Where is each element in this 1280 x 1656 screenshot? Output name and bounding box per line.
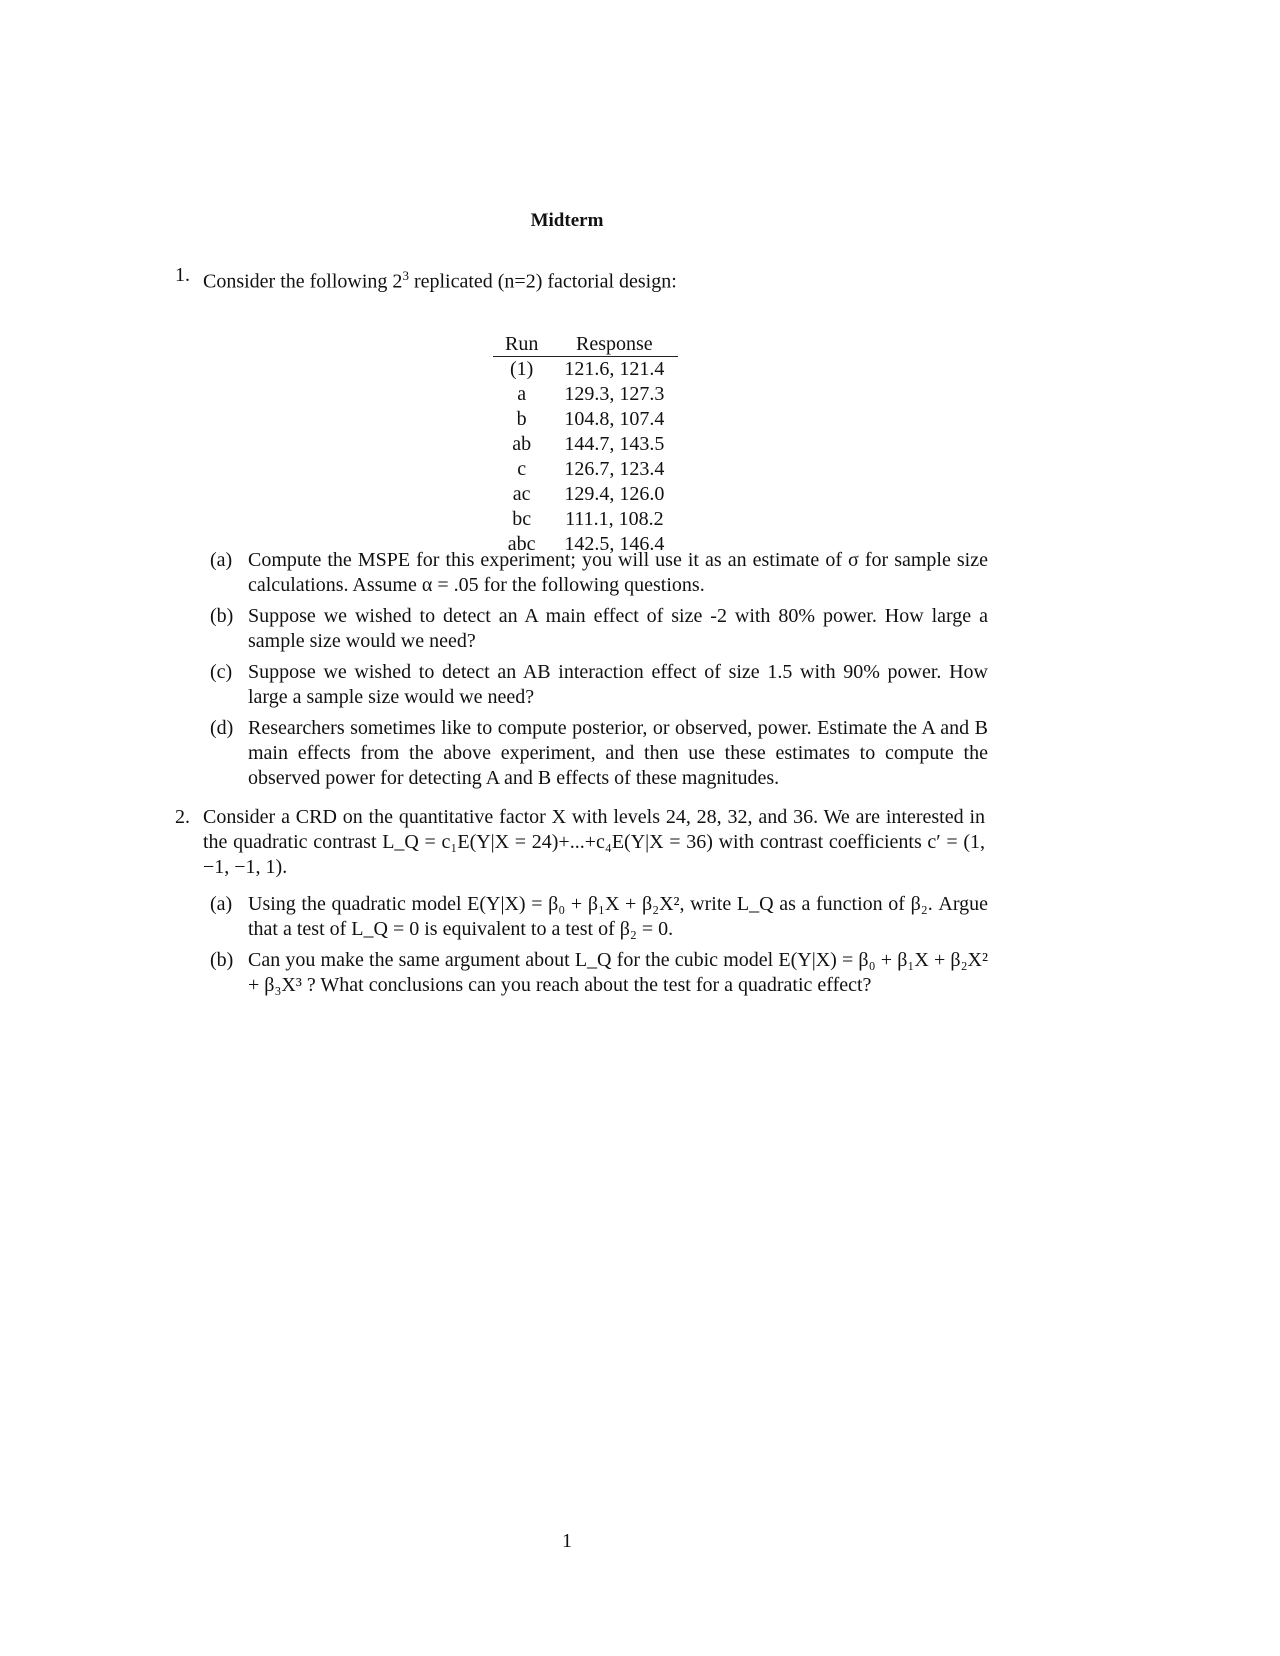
table-row: a 129.3, 127.3 [517, 383, 665, 405]
table-row: (1) 121.6, 121.4 [510, 358, 665, 380]
question-1c: (c) Suppose we wished to detect an AB interaction effect of size 1.5 with 90% power. How large a sample size would we need? [210, 661, 988, 708]
table-row: abc 142.5, 146.4 [507, 533, 665, 555]
table-row: bc 111.1, 108.2 [512, 508, 664, 530]
table-row: b 104.8, 107.4 [516, 408, 665, 430]
question-2 [175, 805, 985, 880]
question-1 [175, 263, 985, 295]
table-header-run: Run [493, 332, 552, 357]
table-row: c 126.7, 123.4 [517, 458, 665, 480]
table-row: ac 129.4, 126.0 [512, 483, 665, 505]
page-title: Midterm [530, 210, 604, 231]
question-1b: (b) Suppose we wished to detect an A main effect of size -2 with 80% power. How large a sample size would we need? [210, 605, 988, 652]
page-number: 1 [562, 1530, 572, 1552]
question-2-intro: Consider a CRD on the quantitative factor X with levels 24, 28, 32, and 36. We are interested in the quadratic contrast L_Q = c₁E(Y|X = 24)+...+c₄E(Y|X = 36) with contrast coefficients c′ = (1, −1, −1, 1). [203, 806, 985, 878]
table-row: ab 144.7, 143.5 [512, 433, 665, 455]
question-1d: (d) Researchers sometimes like to compute posterior, or observed, power. Estimate the A and B main effects from the above experiment, and then use these estimates to compute the observed power for detecting A and B effects of these magnitudes. [210, 717, 988, 789]
question-1-intro: Consider the following $2^3$ replicated (n=2) factorial design: [203, 268, 677, 293]
table-header-response: Response [552, 332, 678, 357]
factorial-design-table [493, 332, 678, 557]
question-1-number: 1. [175, 264, 190, 286]
question-2a: (a) Using the quadratic model E(Y|X) = β₀ + β₁X + β₂X², write L_Q as a function of β₂. Argue that a test of L_Q = 0 is equivalent to a test of β₂ = 0. [210, 893, 988, 940]
question-2-number: 2. [175, 806, 190, 828]
question-1a: (a) Compute the MSPE for this experiment; you will use it as an estimate of σ for sample size calculations. Assume α = .05 for the following questions. [210, 549, 988, 596]
question-2b: (b) Can you make the same argument about L_Q for the cubic model E(Y|X) = β₀ + β₁X + β₂X² + β₃X³ ? What conclusions can you reach about the test for a quadratic effect? [210, 949, 988, 996]
